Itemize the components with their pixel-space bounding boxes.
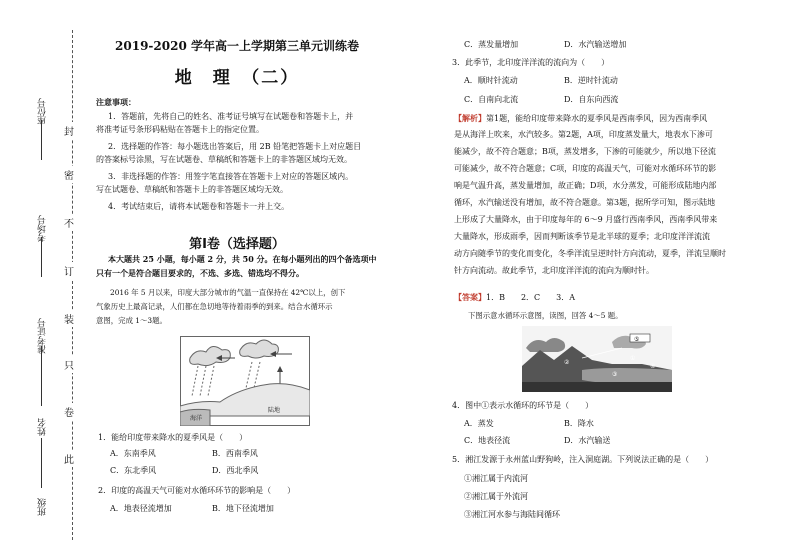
water-cycle-figure-2 <box>522 326 672 392</box>
analysis-line: 可能减少，故不符合题意；C项，印度的高温天气，可能对水循环环节的影 <box>454 164 717 173</box>
question-1-option-b[interactable]: B．西南季风 <box>212 449 258 458</box>
figure-2-caption: 下图示意水循环示意图，读图，回答 4～5 题。 <box>468 311 623 320</box>
analysis-line: 是从海洋上吹来，水汽较多。第2题，A项，印度蒸发量大，地表水下渗可 <box>454 130 713 139</box>
question-5-statement: ③湘江河水参与海陆间循环 <box>464 510 560 519</box>
question-1-option-c[interactable]: C．东北季风 <box>110 466 157 475</box>
analysis-text: 第1题，能给印度带来降水的夏季风是西南季风，因为西南季风 <box>486 114 708 123</box>
seal-char: 装 <box>64 310 74 327</box>
figure-label: 海洋 <box>190 415 203 422</box>
seal-char: 封 <box>64 122 74 139</box>
notice-line: 1．答题前，先将自己的姓名、准考证号填写在试题卷和答题卡上，并 <box>108 112 354 121</box>
seal-char: 密 <box>64 166 74 183</box>
seal-char: 订 <box>64 262 74 279</box>
question-3-option-b[interactable]: B．逆时针流动 <box>564 76 618 85</box>
notice-line: 3．非选择题的作答：用签字笔直接答在答题卡上对应的答题区域内。 <box>108 172 354 181</box>
question-3-option-d[interactable]: D．自东向西流 <box>564 95 619 104</box>
figure-2-label: ③ <box>612 371 618 378</box>
notice-line: 写在试题卷、草稿纸和答题卡上的非答题区域均无效。 <box>96 185 288 194</box>
seal-char: 卷 <box>64 403 74 420</box>
seat-number-field[interactable] <box>41 120 42 160</box>
figure-label: 陆地 <box>268 407 281 414</box>
name-label: 姓名 <box>38 418 48 436</box>
seal-char: 只 <box>64 356 74 373</box>
notice-heading: 注意事项： <box>96 97 136 107</box>
analysis-line: 能减少，故不符合题意；B项，蒸发增多，下渗的可能就少，所以地下径流 <box>454 147 716 156</box>
analysis-line <box>454 112 707 126</box>
section-title: 第Ⅰ卷（选择题） <box>189 237 285 252</box>
subject-title: 地 理 （二） <box>174 68 300 88</box>
question-1-stem: 1．能给印度带来降水的夏季风是（ ） <box>98 433 248 442</box>
question-5-statement: ①湘江属于内流河 <box>464 474 528 483</box>
analysis-line: 针方向流动。故此季节，北印度洋洋流的流向为顺时针。 <box>454 266 654 275</box>
section-instruction: 本大题共 25 小题，每小题 2 分，共 50 分。在每小题列出的四个备选项中 <box>108 254 377 264</box>
question-4-stem: 4．图中①表示水循环的环节是（ ） <box>452 401 594 410</box>
question-4-option-b[interactable]: B．降水 <box>564 419 594 428</box>
analysis-line: 动方向随季节的变化而变化，冬季洋流呈逆时针方向流动，夏季，洋流呈顺时 <box>454 249 726 258</box>
name-field[interactable] <box>41 438 42 488</box>
question-4-option-d[interactable]: D．水汽输送 <box>564 436 611 445</box>
question-5-stem: 5．湘江发源于永州蓝山野狗岭，注入洞庭湖。下列说法正确的是（ ） <box>452 455 714 464</box>
question-2-option-d[interactable]: D．水汽输送增加 <box>564 40 627 49</box>
analysis-line: 大量降水，形成雨季，因而判断该季节是北半球的夏季；北印度洋洋流流 <box>454 232 710 241</box>
question-intro: 气象历史上最高记录，人们都在急切地等待着雨季的到来。结合水循环示 <box>96 302 333 311</box>
class-label: 班级 <box>38 498 48 516</box>
analysis-line: 循环，水汽输送没有增加，故不符合题意。第3题，据所学可知，图示陆地 <box>454 198 716 207</box>
exam-room-field[interactable] <box>41 237 42 277</box>
seal-char: 不 <box>64 214 74 231</box>
answer-tag: 【答案】 <box>454 292 486 302</box>
notice-line: 2．选择题的作答：每小题选出答案后，用 2B 铅笔把答题卡上对应题目 <box>108 142 362 151</box>
admission-number-label: 准考证号 <box>38 318 48 354</box>
question-1-option-d[interactable]: D．西北季风 <box>212 466 259 475</box>
question-intro: 2016 年 5 月以来，印度大部分城市的气温一直保持在 42℃以上，创下 <box>110 288 346 297</box>
notice-line: 的答案标号涂黑，写在试题卷、草稿纸和答题卡上的非答题区域均无效。 <box>96 155 352 164</box>
exam-room-label: 考场号 <box>38 215 48 242</box>
question-intro: 意图，完成 1～3题。 <box>96 316 167 325</box>
answer-text: 1．B 2．C 3．A <box>486 293 576 302</box>
analysis-line: 响是气温升高，蒸发量增加，故正确；D项，水分蒸发，可能形成陆地内部 <box>454 181 717 190</box>
water-cycle-figure-1 <box>180 336 310 426</box>
analysis-tag: 【解析】 <box>454 113 486 123</box>
analysis-line: 上形成了大量降水，由于印度每年的 6～9 月盛行西南季风，西南季风带来 <box>454 215 718 224</box>
question-3-option-c[interactable]: C．自南向北流 <box>464 95 519 104</box>
figure-2-label: ① <box>630 355 636 362</box>
seal-char: 此 <box>64 450 74 467</box>
notice-line: 4．考试结束后，请将本试题卷和答题卡一并上交。 <box>108 202 290 211</box>
figure-2-label: ⑤ <box>634 336 640 343</box>
question-3-stem: 3．此季节，北印度洋洋流的流向为（ ） <box>452 58 610 67</box>
question-5-statement: ②湘江属于外流河 <box>464 492 528 501</box>
section-instruction: 只有一个是符合题目要求的，不选、多选、错选均不得分。 <box>96 268 304 278</box>
question-2-option-a[interactable]: A．地表径流增加 <box>110 504 172 513</box>
figure-2-label: ④ <box>650 363 656 370</box>
question-2-stem: 2．印度的高温天气可能对水循环环节的影响是（ ） <box>98 486 296 495</box>
answer-line <box>454 291 575 305</box>
question-2-option-b[interactable]: B．地下径流增加 <box>212 504 274 513</box>
figure-2-label: ② <box>564 359 570 366</box>
question-4-option-a[interactable]: A．蒸发 <box>464 419 494 428</box>
question-2-option-c[interactable]: C．蒸发量增加 <box>464 40 519 49</box>
exam-title: 2019-2020 学年高一上学期第三单元训练卷 <box>115 39 359 53</box>
notice-line: 将准考证号条形码粘贴在答题卡上的指定位置。 <box>96 125 264 134</box>
question-3-option-a[interactable]: A．顺时针流动 <box>464 76 518 85</box>
admission-number-field[interactable] <box>41 346 42 406</box>
question-4-option-c[interactable]: C．地表径流 <box>464 436 511 445</box>
seat-number-label: 座位号 <box>38 98 48 125</box>
question-1-option-a[interactable]: A．东南季风 <box>110 449 156 458</box>
